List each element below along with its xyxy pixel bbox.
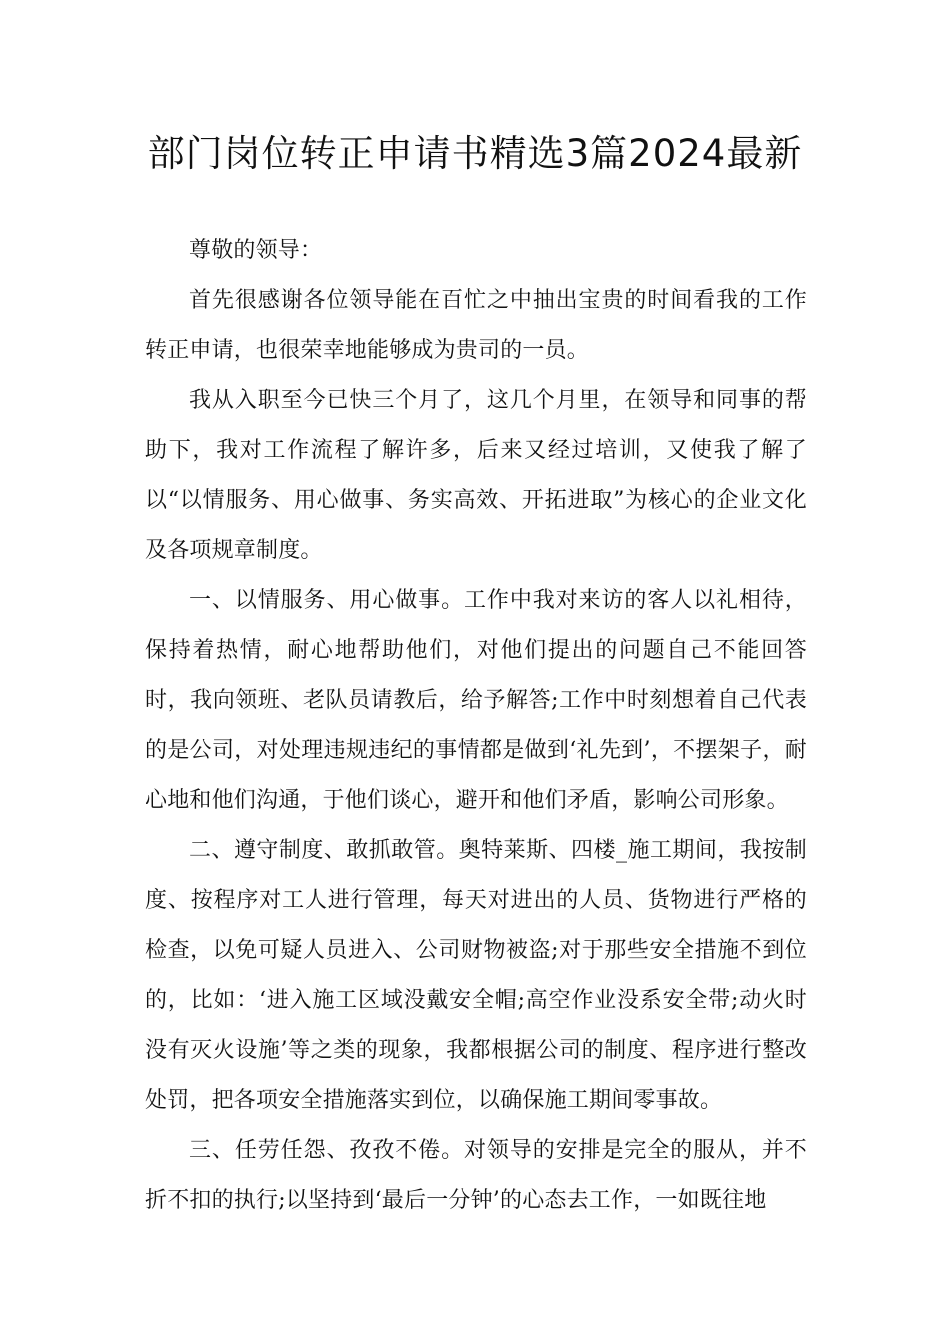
paragraph-point-3: 三、任劳任怨、孜孜不倦。对领导的安排是完全的服从，并不折不扣的执行;以坚持到‘最后一分钟’的心态去工作，一如既往地 (145, 1138, 807, 1213)
paragraph-point-1: 一、以情服务、用心做事。工作中我对来访的客人以礼相待，保持着热情，耐心地帮助他们，对他们提出的问题自己不能回答时，我向领班、老队员请教后，给予解答;工作中时刻想着自己代表的是公司，对处理违规违纪的事情都是做到‘礼先到’，不摆架子，耐心地和他们沟通，于他们谈心，避开和他们矛盾，影响公司形象。 (145, 588, 807, 813)
salutation: 尊敬的领导： (189, 238, 323, 263)
paragraph-background: 我从入职至今已快三个月了，这几个月里，在领导和同事的帮助下，我对工作流程了解许多，后来又经过培训，又使我了解了以“以情服务、用心做事、务实高效、开拓进取”为核心的企业文化及各项规章制度。 (145, 388, 807, 563)
paragraph-point-2: 二、遵守制度、敢抓敢管。奥特莱斯、四楼_施工期间，我按制度、按程序对工人进行管理，每天对进出的人员、货物进行严格的检查，以免可疑人员进入、公司财物被盗;对于那些安全措施不到位的，比如：‘进入施工区域没戴安全帽;高空作业没系安全带;动火时没有灭火设施’等之类的现象，我都根据公司的制度、程序进行整改处罚，把各项安全措施落实到位，以确保施工期间零事故。 (145, 838, 807, 1113)
document-title: 部门岗位转正申请书精选3篇2024最新 (147, 132, 803, 175)
document-body (145, 226, 807, 1226)
paragraph-intro: 首先很感谢各位领导能在百忙之中抽出宝贵的时间看我的工作转正申请，也很荣幸地能够成为贵司的一员。 (145, 288, 807, 363)
